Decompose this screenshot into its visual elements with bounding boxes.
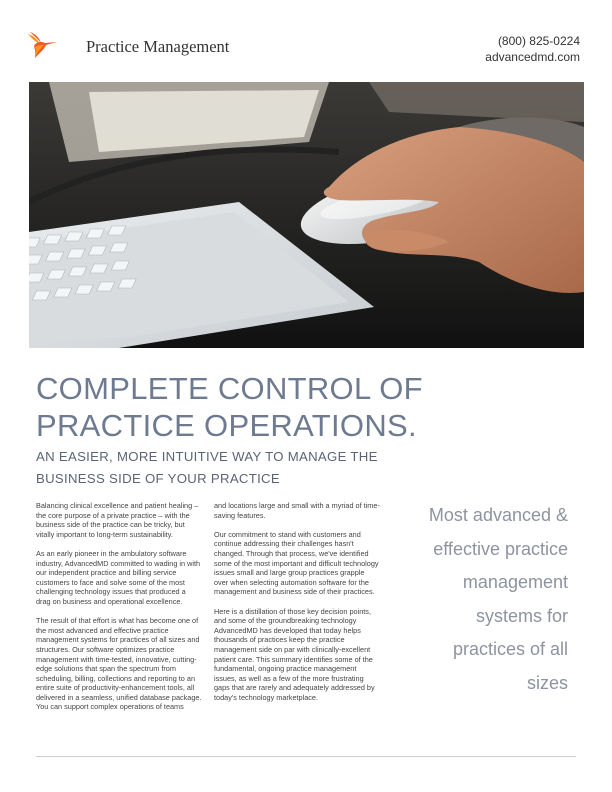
page-subtitle: AN EASIER, MORE INTUITIVE WAY TO MANAGE THE BUSINESS SIDE OF YOUR PRACTICE	[36, 449, 378, 486]
footer-divider	[36, 756, 576, 757]
body-paragraph: Our commitment to stand with customers and continue addressing their challenges hasn't changed. Through that process, we've identified some of the most important and difficult technology issues small and large group practices grapple over when selecting automation software for the management and business side of their practices.	[214, 529, 379, 597]
body-paragraph: As an early pioneer in the ambulatory software industry, AdvancedMD committed to wading in with our independent practice and billing service customers to face and solve some of the most challenging technology issues that produced a drag on business and operational excellence.	[36, 548, 201, 606]
body-paragraph: Here is a distillation of those key decision points, and some of the groundbreaking technology AdvancedMD has developed that today helps thousands of practices keep the practice management side on par with clinically-excellent patient care. This summary identifies some of the fundamental, ongoing practice management issues, as well as a few of the more frustrating gaps that are rarely and adequately addressed by today's technology marketplace.	[214, 606, 375, 702]
body-column-right	[214, 501, 380, 712]
body-paragraph: Balancing clinical excellence and patient healing – the core purpose of a private practice – with the business side of the practice can be tricky, but vitally important to long-term sustainability.	[36, 501, 199, 539]
hummingbird-logo-icon	[26, 30, 58, 60]
hero-image	[29, 82, 584, 348]
body-paragraph: and locations large and small with a myriad of time-saving features.	[214, 501, 380, 520]
pull-quote: Most advanced & effective practice management systems for practices of all sizes	[428, 505, 568, 693]
brand-name: Practice Management	[86, 37, 230, 56]
contact-info	[485, 33, 580, 65]
body-paragraph: The result of that effort is what has become one of the most advanced and effective practice management systems for practices of all sizes and structures. Our software optimizes practice management with time-tested, innovative, cutting-edge solutions that span the spectrum from scheduling, billing, collections and reporting to an entire suite of productivity-enhancement tools, all delivered in a seamless, unified database package. You can support complex operations of teams	[36, 616, 202, 712]
body-column-left	[36, 501, 202, 722]
page-title: COMPLETE CONTROL OF PRACTICE OPERATIONS.	[36, 371, 423, 443]
phone-number[interactable]: (800) 825-0224	[497, 34, 580, 48]
website-link[interactable]: advancedmd.com	[485, 50, 580, 64]
